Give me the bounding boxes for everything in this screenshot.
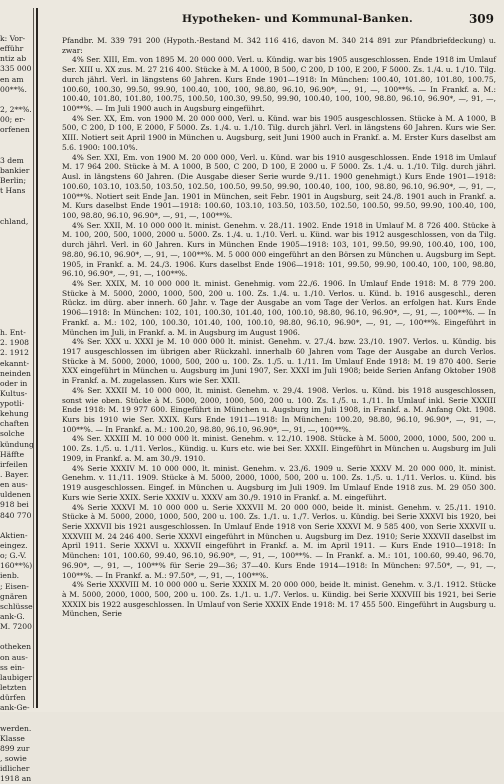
margin-text-line: 1918 an (0, 774, 32, 784)
margin-text-line: en aus- (0, 480, 28, 490)
margin-text-line: 918 bei (0, 500, 29, 510)
margin-text-line: gnären (0, 591, 28, 601)
margin-text-line: ; Eisen- (0, 581, 29, 591)
margin-text-line: ss ein- (0, 662, 25, 672)
margin-text-line (0, 521, 34, 531)
margin-text-line (0, 632, 34, 642)
margin-text-line: on aus- (0, 652, 28, 662)
margin-text-line: uldenen (0, 490, 31, 500)
text-paragraph: 4% Ser. XXI, Em. von 1900 M. 20 000 000, Verl. u. Künd. war bis 1910 ausgeschlossen. Ende 1918 im Umlauf M. 17 964 200. Stücke à M. A 1000, B 500, C 200, D 100, E 2000 u. F 5000. Zs. 1./4. u. 1./10. Tilg. durch jährl. Ausl. in längstens 60 Jahren. (Die Ausgabe dieser Serie wurde 9./11. 1900 genehmigt.) Kurs Ende 1901—1918: 100.60, 103.10, 103.50, 103.50, 102.50, 100.50, 99.50, 99.90, 100.40, 100, 100, 98.80, 96.10, 96.90*, —, 91, —, 100**%. Notiert seit Ende Jan. 1901 in München, seit Febr. 1901 in Augsburg, seit 24./8. 1901 auch in Frankf. a. M. Kurs daselbst Ende 1901—1918: 100.60, 103.10, 103.50, 103.50, 102.50, 100.50, 99.50, 99.90, 100.40, 100, 100, 98.80, 96.10, 96.90*, —, 91, —, 100**%. (62, 152, 496, 220)
margin-text-line: ekannt- (0, 358, 30, 368)
margin-text-line: solche (0, 429, 25, 439)
text-paragraph: 4% Serie XXXVI M. 10 000 000 u. Serie XXXVII M. 20 000 000, beide lt. minist. Genehm. v. 25./11. 1910. Stücke à M. 5000, 2000, 1000, 500, 200 u. 100. Zs. 1./1. u. 1./7. Verlos. u. Kündig. bei Serie XXXVI bis 1920, bei Serie XXXVII bis 1921 ausgeschlossen. In Umlauf Ende 1918 von Serie XXXVI M. 9 585 400, von Serie XXXVII u. XXXVIII M. 24 246 400. Serie XXXVI eingeführt in München u. Augsburg im Dez. 1910; Serie XXXVII daselbst im April 1911. Serie XXXVI u. XXXVII eingeführt in Frankf. a. M. im April 1911. — Kurs Ende 1910—1918: In München: 101, 100.60, 99.40, 96.10, 96.90*, —, 91, —, 100**%. — In Frankf. a. M.: 101, 100.60, 99.40, 96.70, 96.90*, —, 91, —, 100**% für Serie 29—36; 37—40. Kurs Ende 1914—1918: In München: 97.50*, —, 91, —, 100**%. — In Frankf. a. M.: 97.50*, —, 91, —, 100**%. (62, 502, 496, 580)
margin-text-line: o; G.-V. (0, 551, 27, 561)
margin-text-line: chaften (0, 419, 29, 429)
text-paragraph: 4% Ser. XXIX, M. 10 000 000 lt. minist. Genehmig. vom 22./6. 1906. In Umlauf Ende 1918: M. 8 779 200. Stücke à M. 5000, 2000, 1000, 500, 200 u. 100. Zs. 1./4. u. 1./10. Verlos. u. Künd. b. 1916 ausgeschl., deren Rückz. im dürg. aber innerh. 60 Jahr. v. Tage der Ausgabe an vom Tage der Verlos. an erfolgen hat. Kurs Ende 1906—1918: In München: 102, 101, 100.30, 101.40, 100, 100.10, 98.80, 96.10, 96.90*, —, 91, —, 100**%. — In Frankf. a. M.: 102, 100, 100.30, 101.40, 100, 100.10, 98.80, 96.10, 96.90*, —, 91, —, 100**%. Eingeführt in München im Juli, in Frankf. a. M. in Augsburg im August 1906. (62, 278, 496, 337)
main-text-column (62, 36, 496, 708)
margin-text-line: Kultus- (0, 388, 28, 398)
margin-text-line: 335 000 (0, 64, 32, 74)
adjacent-page-margin (0, 34, 34, 784)
margin-text-line: orfenen (0, 125, 30, 135)
margin-text-line: ank-G. (0, 612, 25, 622)
margin-text-line: dürfen (0, 693, 26, 703)
margin-text-line (0, 318, 34, 328)
margin-text-line: Aktien- (0, 530, 28, 540)
page-number: 309 (468, 12, 494, 26)
page-title: Hypotheken- und Kommunal-Banken. (182, 13, 413, 25)
margin-text-line (0, 277, 34, 287)
margin-text-line (0, 288, 34, 298)
margin-text-line: letzten (0, 683, 27, 692)
margin-text-line: kündung (0, 439, 34, 449)
margin-text-line (0, 237, 34, 247)
margin-text-line: 2, 2**%. (0, 104, 32, 114)
margin-text-line: bankier (0, 165, 30, 175)
margin-text-line: neinden (0, 368, 31, 378)
margin-text-line: 2. 1912 (0, 348, 29, 358)
margin-text-line: ypotli- (0, 399, 25, 409)
margin-text-line (0, 146, 34, 156)
margin-text-line (0, 227, 34, 237)
text-paragraph: Pfandbr. M. 339 791 200 (Hypoth.-Bestand M. 342 116 416, davon M. 340 214 891 zur Pfandbriefdeckung) u. zwar: (62, 36, 496, 55)
text-paragraph: 4% Ser. XXXIII M. 10 000 000 lt. minist. Genehm. v. 12./10. 1908. Stücke à M. 5000, 2000, 1000, 500, 200 u. 100. Zs. 1./5. u. 1./11. Verlos., Kündig. u. Kurs etc. wie bei Ser. XXXII. Eingeführt in München u. Augsburg im Juli 1909, in Frankf. a. M. am 30./9. 1910. (62, 434, 496, 463)
margin-text-line: 840 770 (0, 510, 32, 520)
margin-text-line: , sowie (0, 753, 27, 763)
margin-text-line: otheken (0, 642, 31, 652)
margin-text-line: ienb. (0, 571, 20, 581)
margin-text-line: schlüsse (0, 601, 33, 611)
binding-edge (33, 8, 34, 708)
margin-text-line: werden. (0, 723, 32, 733)
text-paragraph: 4% Ser. XXII, M. 10 000 000 lt. minist. Genehm. v. 28./11. 1902. Ende 1918 in Umlauf M. 8 726 400. Stücke à M. 100, 200, 500, 1000, 2000 u. 5000. Zs. 1./4. u. 1./10. Verl. u. Künd. war bis 1912 ausgeschlossen, von da Tilg. durch jährl. Verl. in 60 Jahren. Kurs in München Ende 1905—1918: 103, 101, 99.50, 99.90, 100.40, 100, 100, 98.80, 96.10, 96.90*, —, 91, —, 100**%. M. 5 000 000 eingeführt an den Börsen zu München u. Augsburg im Sept. 1905, in Frankf. a. M. 24./3. 1906. Kurs daselbst Ende 1906—1918: 101, 99.50, 99.90, 100.40, 100, 100, 98.80, 96.10, 96.90*, —, 91, —, 100**%. (62, 220, 496, 279)
margin-text-line: Berlin; (0, 175, 27, 185)
margin-text-line: k: Vor- (0, 34, 26, 43)
margin-text-line: irfeilen (0, 459, 28, 469)
margin-text-line: 00**%. (0, 84, 27, 94)
margin-text-line: . Bayer. (0, 470, 29, 480)
margin-text-line: idlicher (0, 764, 30, 774)
margin-text-line (0, 247, 34, 257)
margin-text-line: Häffte (0, 449, 25, 459)
margin-text-line: M. 7200 (0, 622, 32, 632)
margin-text-line (0, 257, 34, 267)
margin-text-line: eingez. (0, 541, 28, 551)
text-paragraph: 4% Ser. XX, Em. von 1900 M. 20 000 000, Verl. u. Künd. war bis 1905 ausgeschlossen. Stücke à M. A 1000, B 500, C 200, D 100, E 2000, F 5000. Zs. 1./4. u. 1./10. Tilg. durch jährl. Verl. in längstens 60 Jahren. Kurs wie Ser. XIII. Notiert seit April 1900 in München u. Augsburg, seit Juni 1900 auch in Frankf. a. M. Erster Kurs daselbst am 5.6. 1900: 100.10%. (62, 113, 496, 152)
margin-text-line: oder in (0, 378, 28, 388)
margin-text-line (0, 206, 34, 216)
running-header (62, 13, 498, 29)
margin-text-line (0, 713, 34, 723)
margin-text-line: chland, (0, 216, 29, 226)
margin-text-line: ank-Ge- (0, 703, 30, 713)
margin-text-line: 2. 1908 (0, 338, 29, 348)
page-divider-line (36, 8, 38, 708)
margin-text-line: 00; er- (0, 115, 26, 125)
margin-text-line (0, 95, 34, 105)
margin-text-line: kehung (0, 409, 29, 419)
margin-text-line: en am (0, 74, 24, 84)
margin-text-line: laubiger (0, 672, 33, 682)
margin-text-line: 3 dem (0, 155, 24, 165)
text-paragraph: 4% Ser. XIII, Em. von 1895 M. 20 000 000. Verl. u. Kündig. war bis 1905 ausgeschlossen. Ende 1918 im Umlauf Ser. XIII u. XX zus. M. 27 216 400. Stücke à M. A 1000, B 500, C 200, D 100, E 200, F 5000. Zs. 1./4. u. 1./10. Tilg. durch jährl. Verl. in längstens 60 Jahren. Kurs Ende 1901—1918: In München: 100.40, 101.80, 101.80, 100.75, 100.60, 100.30, 99.50, 99.90, 100.40, 100, 100, 98.80, 96.10, 96.90*, —, 91, —, 100**%. — In Frankf. a. M.: 100.40, 101.80, 101.80, 100.75, 100.50, 100.30, 99.50, 99.90, 100.40, 100, 100, 98.80, 96.10, 96.90*, —, 91, —, 100**%. — Im Juli 1900 auch in Augsburg eingeführt. (62, 55, 496, 114)
margin-text-line: 160**%) (0, 561, 33, 571)
margin-text-line (0, 308, 34, 318)
margin-text-line: efführ (0, 44, 24, 54)
margin-text-line: h. Ent- (0, 328, 26, 338)
margin-text-line (0, 267, 34, 277)
text-paragraph: 4% Ser. XXX u. XXXI je M. 10 000 000 lt. minist. Genehm. v. 27./4. bzw. 23./10. 1907. Verlos. u. Kündig. bis 1917 ausgeschlossen im übrigen aber Rückzahl. innerhalb 60 Jahren vom Tage der Ausgabe an durch Verlos. Stücke à M. 5000, 2000, 1000, 500, 200 u. 100. Zs. 1./5. u. 1./11. Im Umlauf Ende 1918: M. 19 870 400. Serie XXX eingeführt in München u. Augsburg im Juni 1907, Ser. XXXI im Juli 1908; beide Serien Anfang Oktober 1908 in Frankf. a. M. zugelassen. Kurs wie Ser. XXII. (62, 337, 496, 386)
margin-text-line: Klasse (0, 733, 25, 743)
text-paragraph: 4% Serie XXXIV M. 10 000 000, lt. minist. Genehm. v. 23./6. 1909 u. Serie XXXV M. 20 000 000, lt. minist. Genehm. v. 11./11. 1909. Stücke à M. 5000, 2000, 1000, 500, 200 u. 100. Zs. 1./5. u. 1./11. Verlos. u. Künd. bis 1919 ausgeschlossen. Eingef. in München u. Augsburg im Juli 1909. Im Umlauf Ende 1918 zus. M. 29 050 300. Kurs wie Serie XXIX. Serie XXXIV u. XXXV am 30./9. 1910 in Frankf. a. M. eingeführt. (62, 463, 496, 502)
text-paragraph: 4% Ser. XXXII M. 10 000 000, lt. minist. Genehm. v. 29./4. 1908. Verlos. u. Künd. bis 1918 ausgeschlossen, sonst wie oben. Stücke à M. 5000, 2000, 1000, 500, 200 u. 100. Zs. 1./5. u. 1./11. In Umlauf inkl. Serie XXXIII Ende 1918: M. 19 977 600. Eingeführt in München u. Augsburg im Juli 1908, in Frankf. a. M. Anfang Okt. 1908. Kurs bis 1910 wie Ser. XXIX. Kurs Ende 1911—1918: In München: 100.20, 98.80, 96.10, 96.90*, —, 91, —, 100**%. — In Frankf. a. M.: 100.20, 98.80, 96.10, 96.90*, —, 91, —, 100**%. (62, 385, 496, 434)
margin-text-line (0, 196, 34, 206)
margin-text-line: ntiz ab (0, 54, 27, 64)
margin-text-line (0, 135, 34, 145)
margin-text-line: 899 zur (0, 743, 30, 753)
margin-text-line (0, 298, 34, 308)
margin-text-line: t Hans (0, 186, 26, 196)
text-paragraph: 4% Serie XXXVIII M. 10 000 000 u. Serie XXXIX M. 20 000 000, beide lt. minist. Genehm. v. 3./1. 1912. Stücke à M. 5000, 2000, 1000, 500, 200 u. 100. Zs. 1./1. u. 1./7. Verlos. u. Kündig. bei Serie XXXVIII bis 1921, bei Serie XXXIX bis 1922 ausgeschlossen. In Umlauf von Serie XXXIX Ende 1918: M. 17 455 500. Eingeführt in Augsburg u. München, Serie (62, 580, 496, 619)
